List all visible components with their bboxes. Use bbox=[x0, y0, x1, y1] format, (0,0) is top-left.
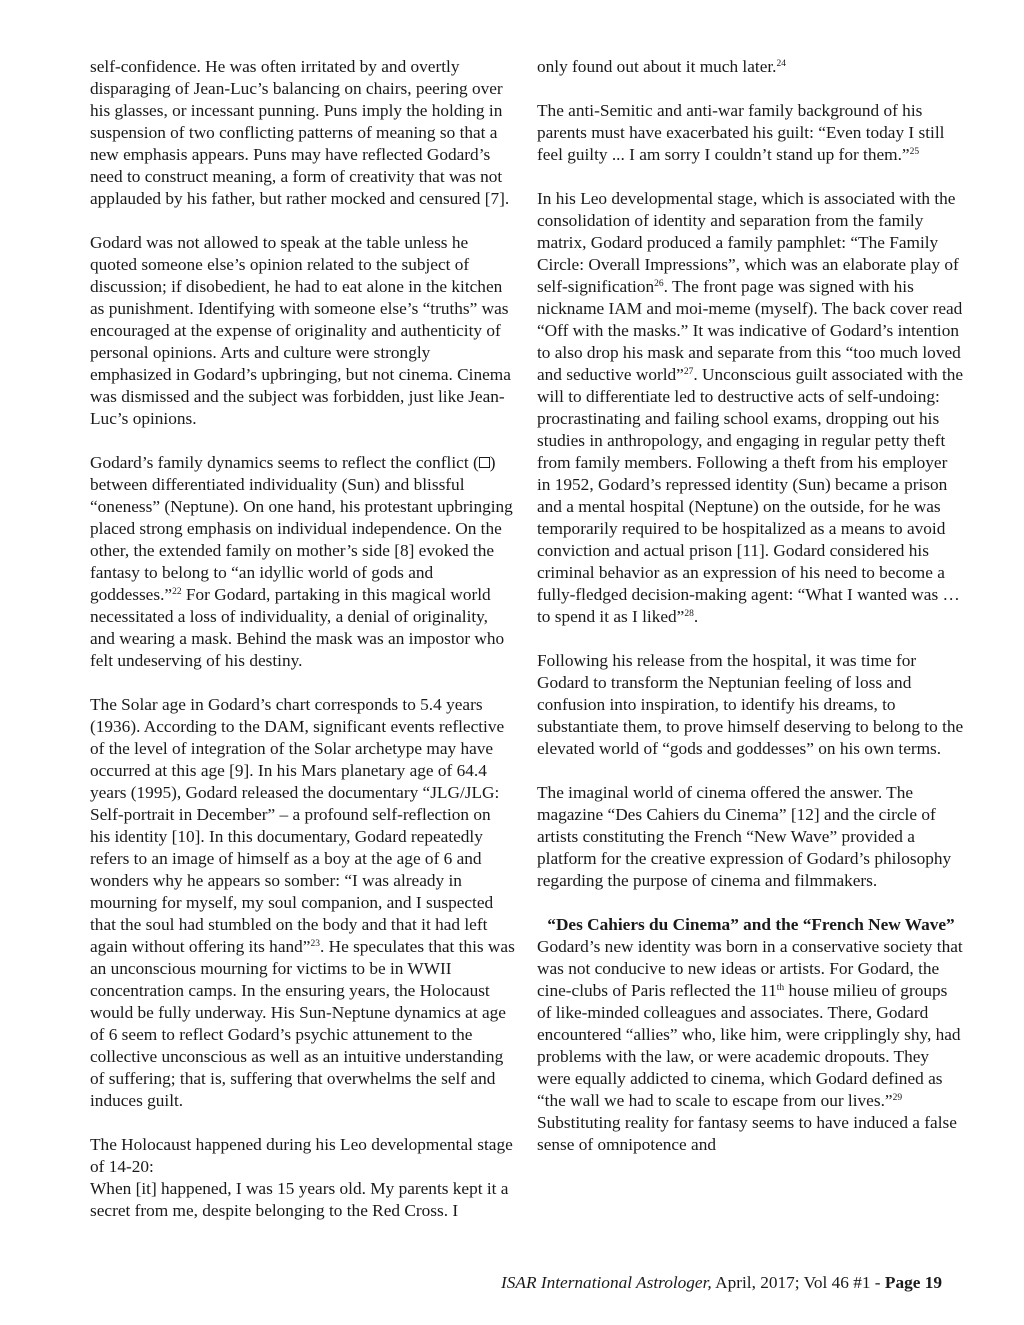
paragraph-solar-age: The Solar age in Godard’s chart corresponds to 5.4 years (1936). According to the DAM, significant events reflective of the level of integration of the Solar archetype may have occurred at this age [9]. In his Mars planetary age of 64.4 years (1995), Godard released the documentary “JLG/JLG: Self-portrait in December” – a profound self-reflection on his identity [10]. In this documentary, Godard repeatedly refers to an image of himself as a boy at the age of 6 and wonders why he appears so somber: “I was already in mourning for myself, my soul companion, and I suspected that the soul had stumbled on the body and that it had left again without offering its hand”$^{23}$. He speculates that this was an unconscious mourning for victims to be in WWII concentration camps. In the ensuring years, the Holocaust would be fully underway. His Sun-Neptune dynamics at age of 6 seem to reflect Godard’s psychic attunement to the collective unconscious as well as an intuitive understanding of suffering; that is, suffering that overwhelms the self and induces guilt. bbox=[90, 695, 515, 1110]
paragraph-imaginal-world: The imaginal world of cinema offered the answer. The magazine “Des Cahiers du Cinema” [12] and the circle of artists constituting the French “New Wave” provided a platform for the creative expression of Godard’s philosophy regarding the purpose of cinema and filmmakers. bbox=[537, 783, 952, 890]
paragraph-leo-stage: In his Leo developmental stage, which is associated with the consolidation of identity and separation from the family matrix, Godard produced a family pamphlet: “The Family Circle: Overall Impressions”, which was an elaborate play of self-signification$^{26}$. The front page was signed with his nickname IAM and moi-meme (myself). The back cover read “Off with the masks.” It was indicative of Godard’s intention to also drop his mask and separate from this “too much loved and seductive world”$^{27}$. Unconscious guilt associated with the will to differentiate led to destructive acts of self-undoing: procrastinating and failing school exams, dropping out his studies in anthropology, and engaging in regular petty theft from family members. Following a theft from his employer in 1952, Godard’s repressed identity (Sun) became a prison and a mental hospital (Neptune) on the outside, for he was temporarily required to be hospitalized as a means to avoid conviction and actual prison [11]. Godard considered his criminal behavior as an expression of his need to become a fully-fledged decision-making agent: “What I wanted was … to spend it as I liked”$^{28}$. bbox=[537, 189, 964, 626]
paragraph-new-identity: Godard’s new identity was born in a conservative society that was not conducive to new ideas or artists. For Godard, the cine-clubs of Paris reflected the 11th house milieu of groups of like-minded colleagues and associates. There, Godard encountered “allies” who, like him, were cripplingly shy, had problems with the law, or were academic dropouts. They were equally addicted to cinema, which Godard defined as “the wall we had to scale to escape from our lives.”$^{29}$ Substituting reality for fantasy seems to have induced a false sense of omnipotence and bbox=[537, 937, 963, 1154]
footnote-ref: th bbox=[776, 983, 785, 993]
paragraph-guilt: The anti-Semitic and anti-war family background of his parents must have exacerbated his guilt: “Even today I still feel guilty ... I am sorry I couldn’t stand up for them.”$^{25}$ bbox=[537, 101, 945, 164]
paragraph-release: Following his release from the hospital, it was time for Godard to transform the Neptunian feeling of loss and confusion into inspiration, to identify his dreams, to substantiate them, to prove himself deserving to belong to the elevated world of “gods and goddesses” on his own terms. bbox=[537, 651, 964, 758]
page-footer bbox=[501, 1273, 942, 1293]
paragraph-table-rules: Godard was not allowed to speak at the table unless he quoted someone else’s opinion related to the subject of discussion; if disobedient, he had to eat alone in the kitchen as punishment. Identifying with someone else’s “truths” was encouraged at the expense of originality and authenticity of personal opinions. Arts and culture were strongly emphasized in Godard’s upbringing, but not cinema. Cinema was dismissed and the subject was forbidden, just like Jean-Luc’s opinions. bbox=[90, 233, 511, 428]
paragraph-family-dynamics: Godard’s family dynamics seems to reflect the conflict ( ) between differentiated individuality (Sun) and blissful “oneness” (Neptune). On one hand, his protestant upbringing placed strong emphasis on individual independence. On the other, the extended family on mother’s side [8] evoked the fantasy to belong to “an idyllic world of gods and goddesses.”$^{22}$ For Godard, partaking in this magical world necessitated a loss of individuality, a denial of originality, and wearing a mask. Behind the mask was an impostor who felt undeserving of his destiny. bbox=[90, 453, 513, 670]
footnote-ref: 25 bbox=[909, 147, 920, 157]
footnote-ref: 29 bbox=[892, 1093, 903, 1103]
footnote-ref: 27 bbox=[683, 367, 694, 377]
section-heading: “Des Cahiers du Cinema” and the “French New Wave” bbox=[547, 915, 955, 934]
paragraph-father-disapproval: self-confidence. He was often irritated by and overtly disparaging of Jean-Luc’s balancing on chairs, peering over his glasses, or incessant punning. Puns imply the holding in suspension of two conflicting patterns of meaning so that a new emphasis appears. Puns may have reflected Godard’s need to construct meaning, a form of creativity that was not applauded by his father, but rather mocked and censured [7]. bbox=[90, 57, 510, 208]
left-column bbox=[90, 56, 515, 1222]
footnote-ref: 22 bbox=[172, 587, 182, 597]
paragraph-found-out: only found out about it much later.$^{24}$ bbox=[537, 57, 786, 76]
footnote-ref: 24 bbox=[776, 59, 786, 69]
paragraph-quote-parents: When [it] happened, I was 15 years old. My parents kept it a secret from me, despite belonging to the Red Cross. I bbox=[90, 1179, 509, 1220]
journal-name: ISAR International Astrologer, bbox=[501, 1273, 712, 1292]
footnote-ref: 23 bbox=[310, 939, 320, 949]
footnote-ref: 26 bbox=[654, 279, 664, 289]
paragraph-holocaust: The Holocaust happened during his Leo developmental stage of 14-20: bbox=[90, 1135, 513, 1176]
footnote-ref: 28 bbox=[684, 609, 694, 619]
right-column bbox=[537, 56, 965, 1156]
square-aspect-icon bbox=[479, 457, 490, 468]
page-number: Page 19 bbox=[884, 1273, 942, 1292]
issue-info: April, 2017; Vol 46 #1 - bbox=[711, 1273, 885, 1292]
